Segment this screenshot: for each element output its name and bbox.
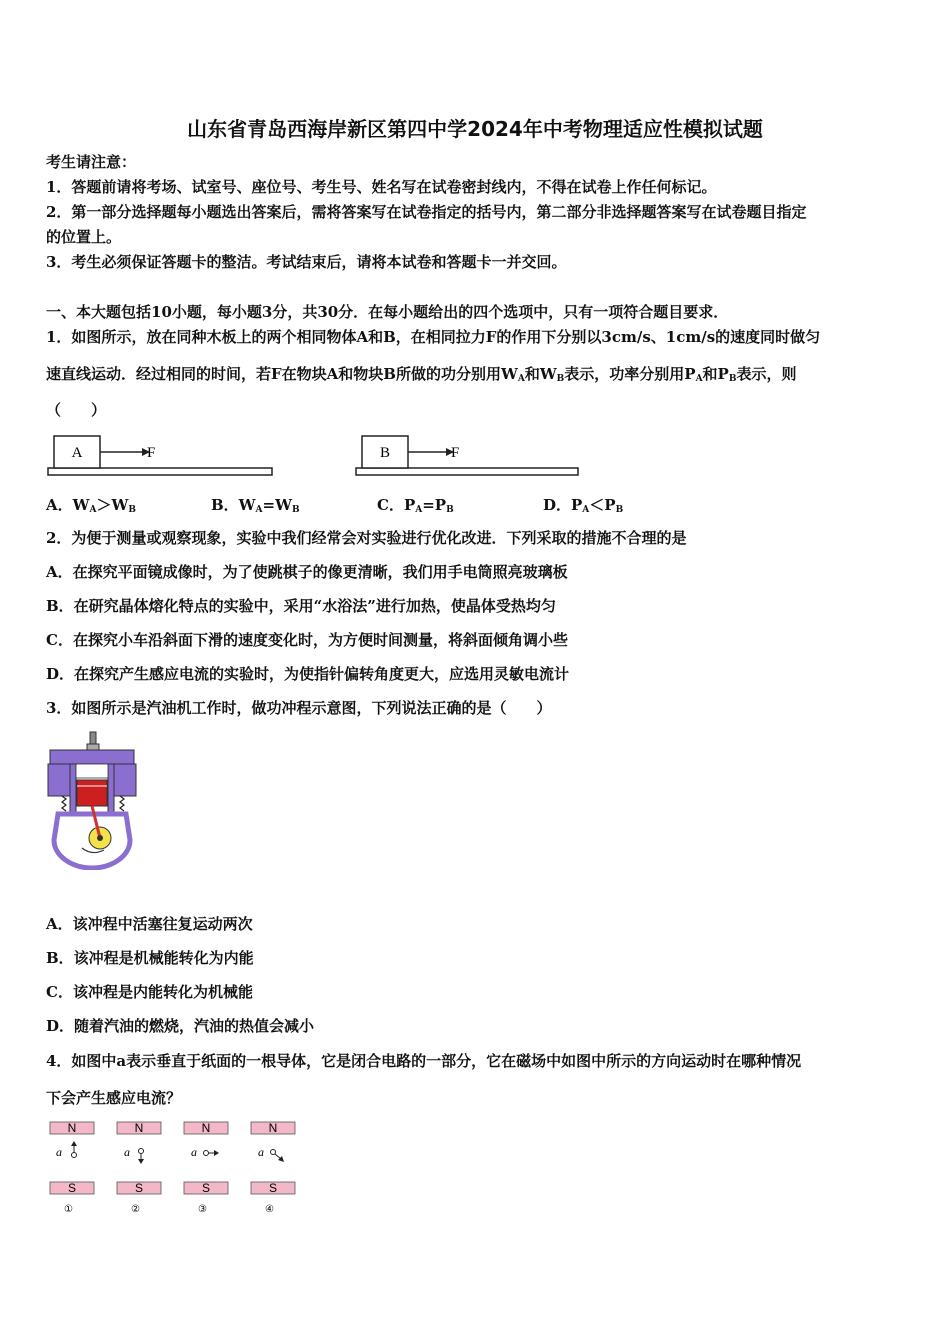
q1-option-c[interactable]: C．$P_A=P_B$ <box>377 496 454 515</box>
q2-option-c[interactable]: C．在探究小车沿斜面下滑的速度变化时，为方便时间测量，将斜面倾角调小些 <box>46 631 568 649</box>
notice-item: 2．第一部分选择题每小题选出答案后，需将答案写在试卷指定的括号内，第二部分非选择题答案写在试卷题目指定 <box>46 203 807 221</box>
svg-text:a: a <box>191 1145 197 1159</box>
svg-text:S: S <box>134 1181 144 1195</box>
svg-text:A: A <box>71 445 83 461</box>
svg-text:S: S <box>268 1181 278 1195</box>
block-a <box>54 436 100 468</box>
q1-option-b[interactable]: B．$W_A=W_B$ <box>211 496 300 515</box>
block-b <box>362 436 408 468</box>
q4-stem-line2: 下会产生感应电流？ <box>46 1089 182 1107</box>
force-arrow-b <box>408 445 459 461</box>
q1-stem-line1: 1．如图所示，放在同种木板上的两个相同物体A和B，在相同拉力F的作用下分别以3cm/s、1cm/s的速度同时做匀 <box>46 328 821 346</box>
q3-option-d[interactable]: D．随着汽油的燃烧，汽油的热值会减小 <box>46 1017 315 1035</box>
answer-bracket: （ ） <box>46 401 107 419</box>
engine-figure <box>44 730 140 870</box>
notice-heading: 考生请注意： <box>46 153 137 171</box>
svg-text:S: S <box>201 1181 211 1195</box>
svg-text:③: ③ <box>198 1204 207 1215</box>
svg-text:F: F <box>147 445 156 461</box>
svg-text:④: ④ <box>265 1204 274 1215</box>
q1-option-d[interactable]: D．$P_A<P_B$ <box>543 496 624 515</box>
board-b <box>356 468 578 475</box>
q2-option-a[interactable]: A．在探究平面镜成像时，为了使跳棋子的像更清晰，我们用手电筒照亮玻璃板 <box>46 563 568 581</box>
q1-blocks-figure <box>46 432 586 480</box>
q3-option-b[interactable]: B．该冲程是机械能转化为内能 <box>46 949 254 967</box>
q4-stem-line1: 4．如图中a表示垂直于纸面的一根导体，它是闭合电路的一部分，它在磁场中如图中所示的方向运动时在哪种情况 <box>46 1052 802 1070</box>
svg-text:a: a <box>56 1145 62 1159</box>
q1-option-a[interactable]: A．$W_A>W_B$ <box>46 496 136 515</box>
svg-text:N: N <box>67 1121 77 1135</box>
q2-stem: 2．为便于测量或观察现象，实验中我们经常会对实验进行优化改进．下列采取的措施不合理的是 <box>46 529 687 547</box>
notice-item: 的位置上。 <box>46 228 122 246</box>
magnet-case-2 <box>117 1121 161 1215</box>
q3-option-c[interactable]: C．该冲程是内能转化为机械能 <box>46 983 253 1001</box>
q3-option-a[interactable]: A．该冲程中活塞往复运动两次 <box>46 915 253 933</box>
svg-text:S: S <box>67 1181 77 1195</box>
section-heading: 一、本大题包括10小题，每小题3分，共30分．在每小题给出的四个选项中，只有一项符合题目要求． <box>46 303 729 321</box>
q2-option-b[interactable]: B．在研究晶体熔化特点的实验中，采用“水浴法”进行加热，使晶体受热均匀 <box>46 597 556 615</box>
q1-stem-line2: 速直线运动．经过相同的时间，若F在物块A和物块B所做的功分别用$W_A$和$W_B$表示，功率分别用$P_A$和$P_B$表示，则 <box>46 365 797 384</box>
svg-text:N: N <box>134 1121 144 1135</box>
notice-item: 3．考生必须保证答题卡的整洁。考试结束后，请将本试卷和答题卡一并交回。 <box>46 253 567 271</box>
svg-text:①: ① <box>64 1204 73 1215</box>
svg-text:B: B <box>379 445 391 461</box>
svg-text:N: N <box>268 1121 278 1135</box>
magnet-case-3 <box>184 1121 228 1215</box>
magnet-figure <box>46 1120 306 1216</box>
svg-text:②: ② <box>131 1204 140 1215</box>
notice-item: 1．答题前请将考场、试室号、座位号、考生号、姓名写在试卷密封线内，不得在试卷上作任何标记。 <box>46 178 717 196</box>
svg-text:N: N <box>201 1121 211 1135</box>
spark-plug <box>87 732 99 750</box>
board-a <box>48 468 272 475</box>
page-title: 山东省青岛西海岸新区第四中学2024年中考物理适应性模拟试题 <box>187 117 763 141</box>
magnet-case-4 <box>251 1121 295 1215</box>
conductor <box>72 1153 77 1158</box>
svg-text:F: F <box>451 445 460 461</box>
svg-text:a: a <box>124 1145 130 1159</box>
svg-text:a: a <box>258 1145 264 1159</box>
q3-stem: 3．如图所示是汽油机工作时，做功冲程示意图，下列说法正确的是（ ） <box>46 699 552 717</box>
magnet-case-1 <box>50 1121 94 1215</box>
q2-option-d[interactable]: D．在探究产生感应电流的实验时，为使指针偏转角度更大，应选用灵敏电流计 <box>46 665 570 683</box>
piston <box>77 780 107 806</box>
force-arrow-a <box>100 445 155 461</box>
